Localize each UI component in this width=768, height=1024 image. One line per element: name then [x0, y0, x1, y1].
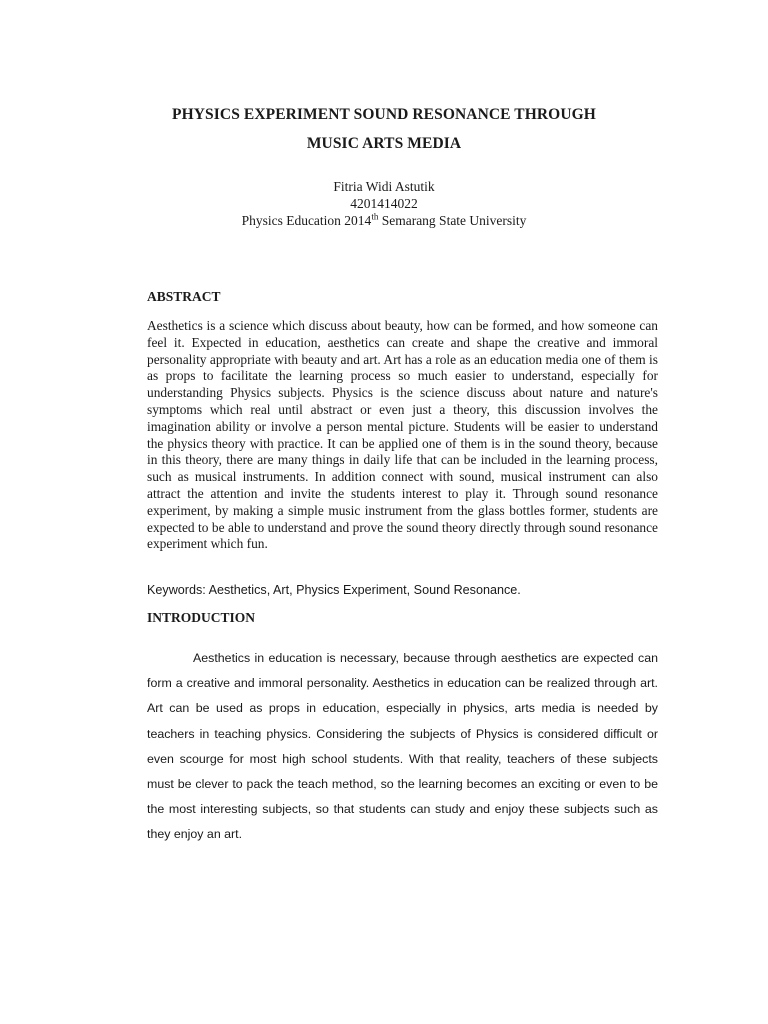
affiliation-prefix: Physics Education 2014	[241, 213, 372, 228]
introduction-heading: INTRODUCTION	[147, 610, 256, 625]
affiliation-superscript: th	[371, 211, 379, 222]
introduction-text: Aesthetics in education is necessary, because through aesthetics are expected can form a creative and immoral personality. Aesthetics in education can be realized through art. Art can be used as props in education, especially in physics, arts media is needed by teachers in teaching physics. Considering the subjects of Physics is considered difficult or even scourge for most high school students. With that reality, teachers of these subjects must be clever to pack the teach method, so the learning becomes an exciting or even to be the most interesting subjects, so that students can study and enjoy these subjects such as they enjoy an art.	[147, 651, 658, 842]
paper-title-line-1: PHYSICS EXPERIMENT SOUND RESONANCE THROUGH	[172, 106, 596, 123]
affiliation-suffix: Semarang State University	[378, 213, 527, 228]
abstract-text: Aesthetics is a science which discuss about beauty, how can be formed, and how someone can feel it. Expected in education, aesthetics can create and shape the creative and immoral personality appropriate with beauty and art. Art has a role as an education media one of them is as props to facilitate the learning process so much easier to understand, especially for understanding Physics subjects. Physics is the science discuss about nature and nature's symptoms which real until abstract or even just a theory, this discussion involves the imagination ability or involve a person mental picture. Students will be easier to understand the physics theory with practice. It can be applied one of them is in the sound theory, because in this theory, there are many things in daily life that can be included in the learning process, such as musical instruments. In addition connect with sound, musical instrument can also attract the attention and invite the students interest to play it. Through sound resonance experiment, by making a simple music instrument from the glass bottles former, students are expected to be able to understand and prove the sound theory directly through sound resonance experiment which fun.	[147, 318, 658, 552]
author-id: 4201414022	[350, 196, 418, 211]
keywords-line: Keywords: Aesthetics, Art, Physics Experiment, Sound Resonance.	[147, 583, 521, 597]
author-affiliation	[120, 212, 648, 229]
author-name: Fitria Widi Astutik	[333, 179, 435, 194]
paper-title-line-2: MUSIC ARTS MEDIA	[306, 135, 462, 152]
author-block	[120, 178, 648, 229]
paper-title	[120, 100, 648, 158]
abstract-heading: ABSTRACT	[147, 289, 221, 304]
